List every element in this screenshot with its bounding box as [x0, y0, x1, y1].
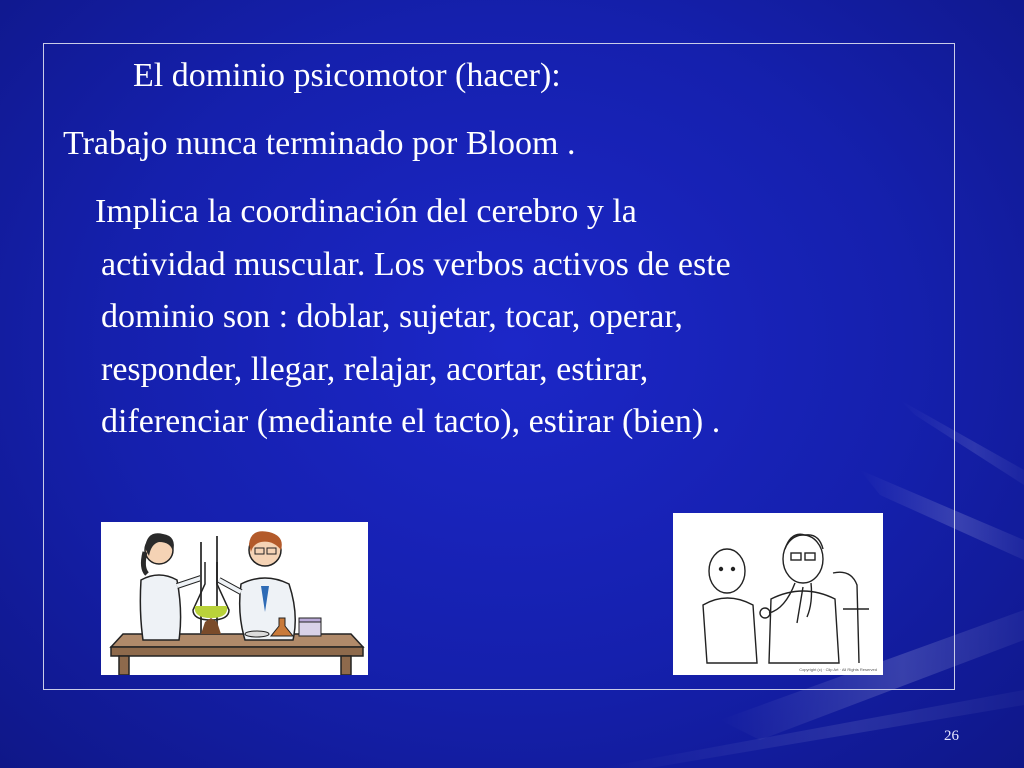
doctor-patient-image — [673, 513, 883, 675]
page-number: 26 — [944, 728, 959, 744]
paragraph-line: dominio son : doblar, sujetar, tocar, operar, — [101, 298, 683, 335]
paragraph-line: responder, llegar, relajar, acortar, estirar, — [101, 350, 649, 388]
doctor-illustration — [673, 513, 883, 675]
lab-scientists-image — [101, 522, 368, 675]
paragraph-line: Implica la coordinación del cerebro y la — [95, 193, 637, 230]
slide-subtitle: Trabajo nunca terminado por Bloom . — [63, 125, 576, 162]
lab-illustration — [101, 522, 368, 675]
slide-title: El dominio psicomotor (hacer): — [133, 57, 561, 94]
paragraph-line: actividad muscular. Los verbos activos de este — [101, 245, 731, 283]
slide-paragraph — [95, 186, 961, 449]
image-copyright-caption: Copyright (c) · Clip Art · All Rights Reserved — [799, 667, 877, 672]
paragraph-line: diferenciar (mediante el tacto), estirar (bien) . — [101, 403, 721, 440]
